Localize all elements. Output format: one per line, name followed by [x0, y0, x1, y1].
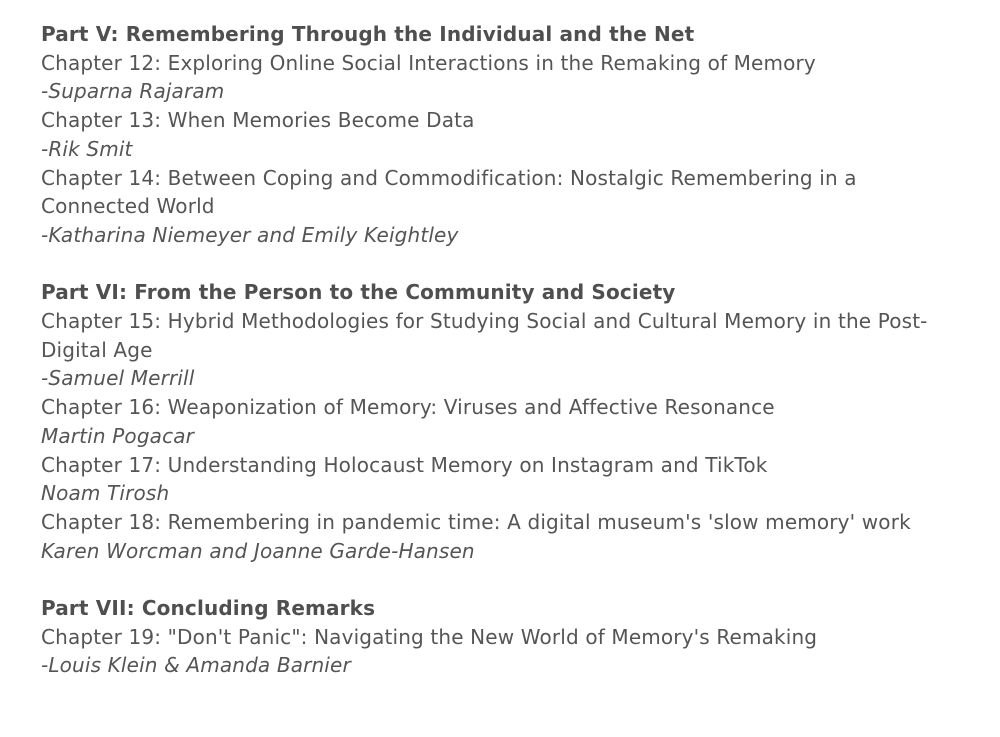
chapter-author: -Katharina Niemeyer and Emily Keightley: [41, 222, 459, 247]
part-title: Part VII: Concluding Remarks: [41, 596, 376, 621]
table-of-contents: [41, 20, 971, 680]
chapter-author: -Suparna Rajaram: [41, 79, 225, 104]
chapter-title: Chapter 14: Between Coping and Commodification: Nostalgic Remembering in a Connected World: [41, 165, 857, 219]
chapter-author: Martin Pogacar: [41, 423, 194, 448]
chapter-title: Chapter 18: Remembering in pandemic time: A digital museum's 'slow memory' work: [41, 509, 911, 534]
part-vi-section: [41, 278, 971, 565]
part-vii-section: [41, 594, 971, 680]
chapter-title: Chapter 12: Exploring Online Social Interactions in the Remaking of Memory: [41, 50, 816, 75]
chapter-title: Chapter 16: Weaponization of Memory: Viruses and Affective Resonance: [41, 395, 775, 420]
part-title: Part V: Remembering Through the Individual and the Net: [41, 22, 695, 46]
chapter-author: Noam Tirosh: [41, 481, 170, 506]
chapter-author: -Louis Klein & Amanda Barnier: [41, 653, 351, 678]
part-title: Part VI: From the Person to the Community and Society: [41, 280, 676, 305]
chapter-author: Karen Worcman and Joanne Garde-Hansen: [41, 538, 475, 563]
part-v-section: [41, 20, 971, 250]
chapter-title: Chapter 13: When Memories Become Data: [41, 108, 475, 133]
chapter-title: Chapter 17: Understanding Holocaust Memory on Instagram and TikTok: [41, 452, 768, 477]
chapter-title: Chapter 19: "Don't Panic": Navigating the New World of Memory's Remaking: [41, 624, 818, 649]
chapter-title: Chapter 15: Hybrid Methodologies for Studying Social and Cultural Memory in the Post-Digital Age: [41, 309, 928, 362]
chapter-author: -Rik Smit: [41, 136, 133, 161]
chapter-author: -Samuel Merrill: [41, 366, 195, 391]
